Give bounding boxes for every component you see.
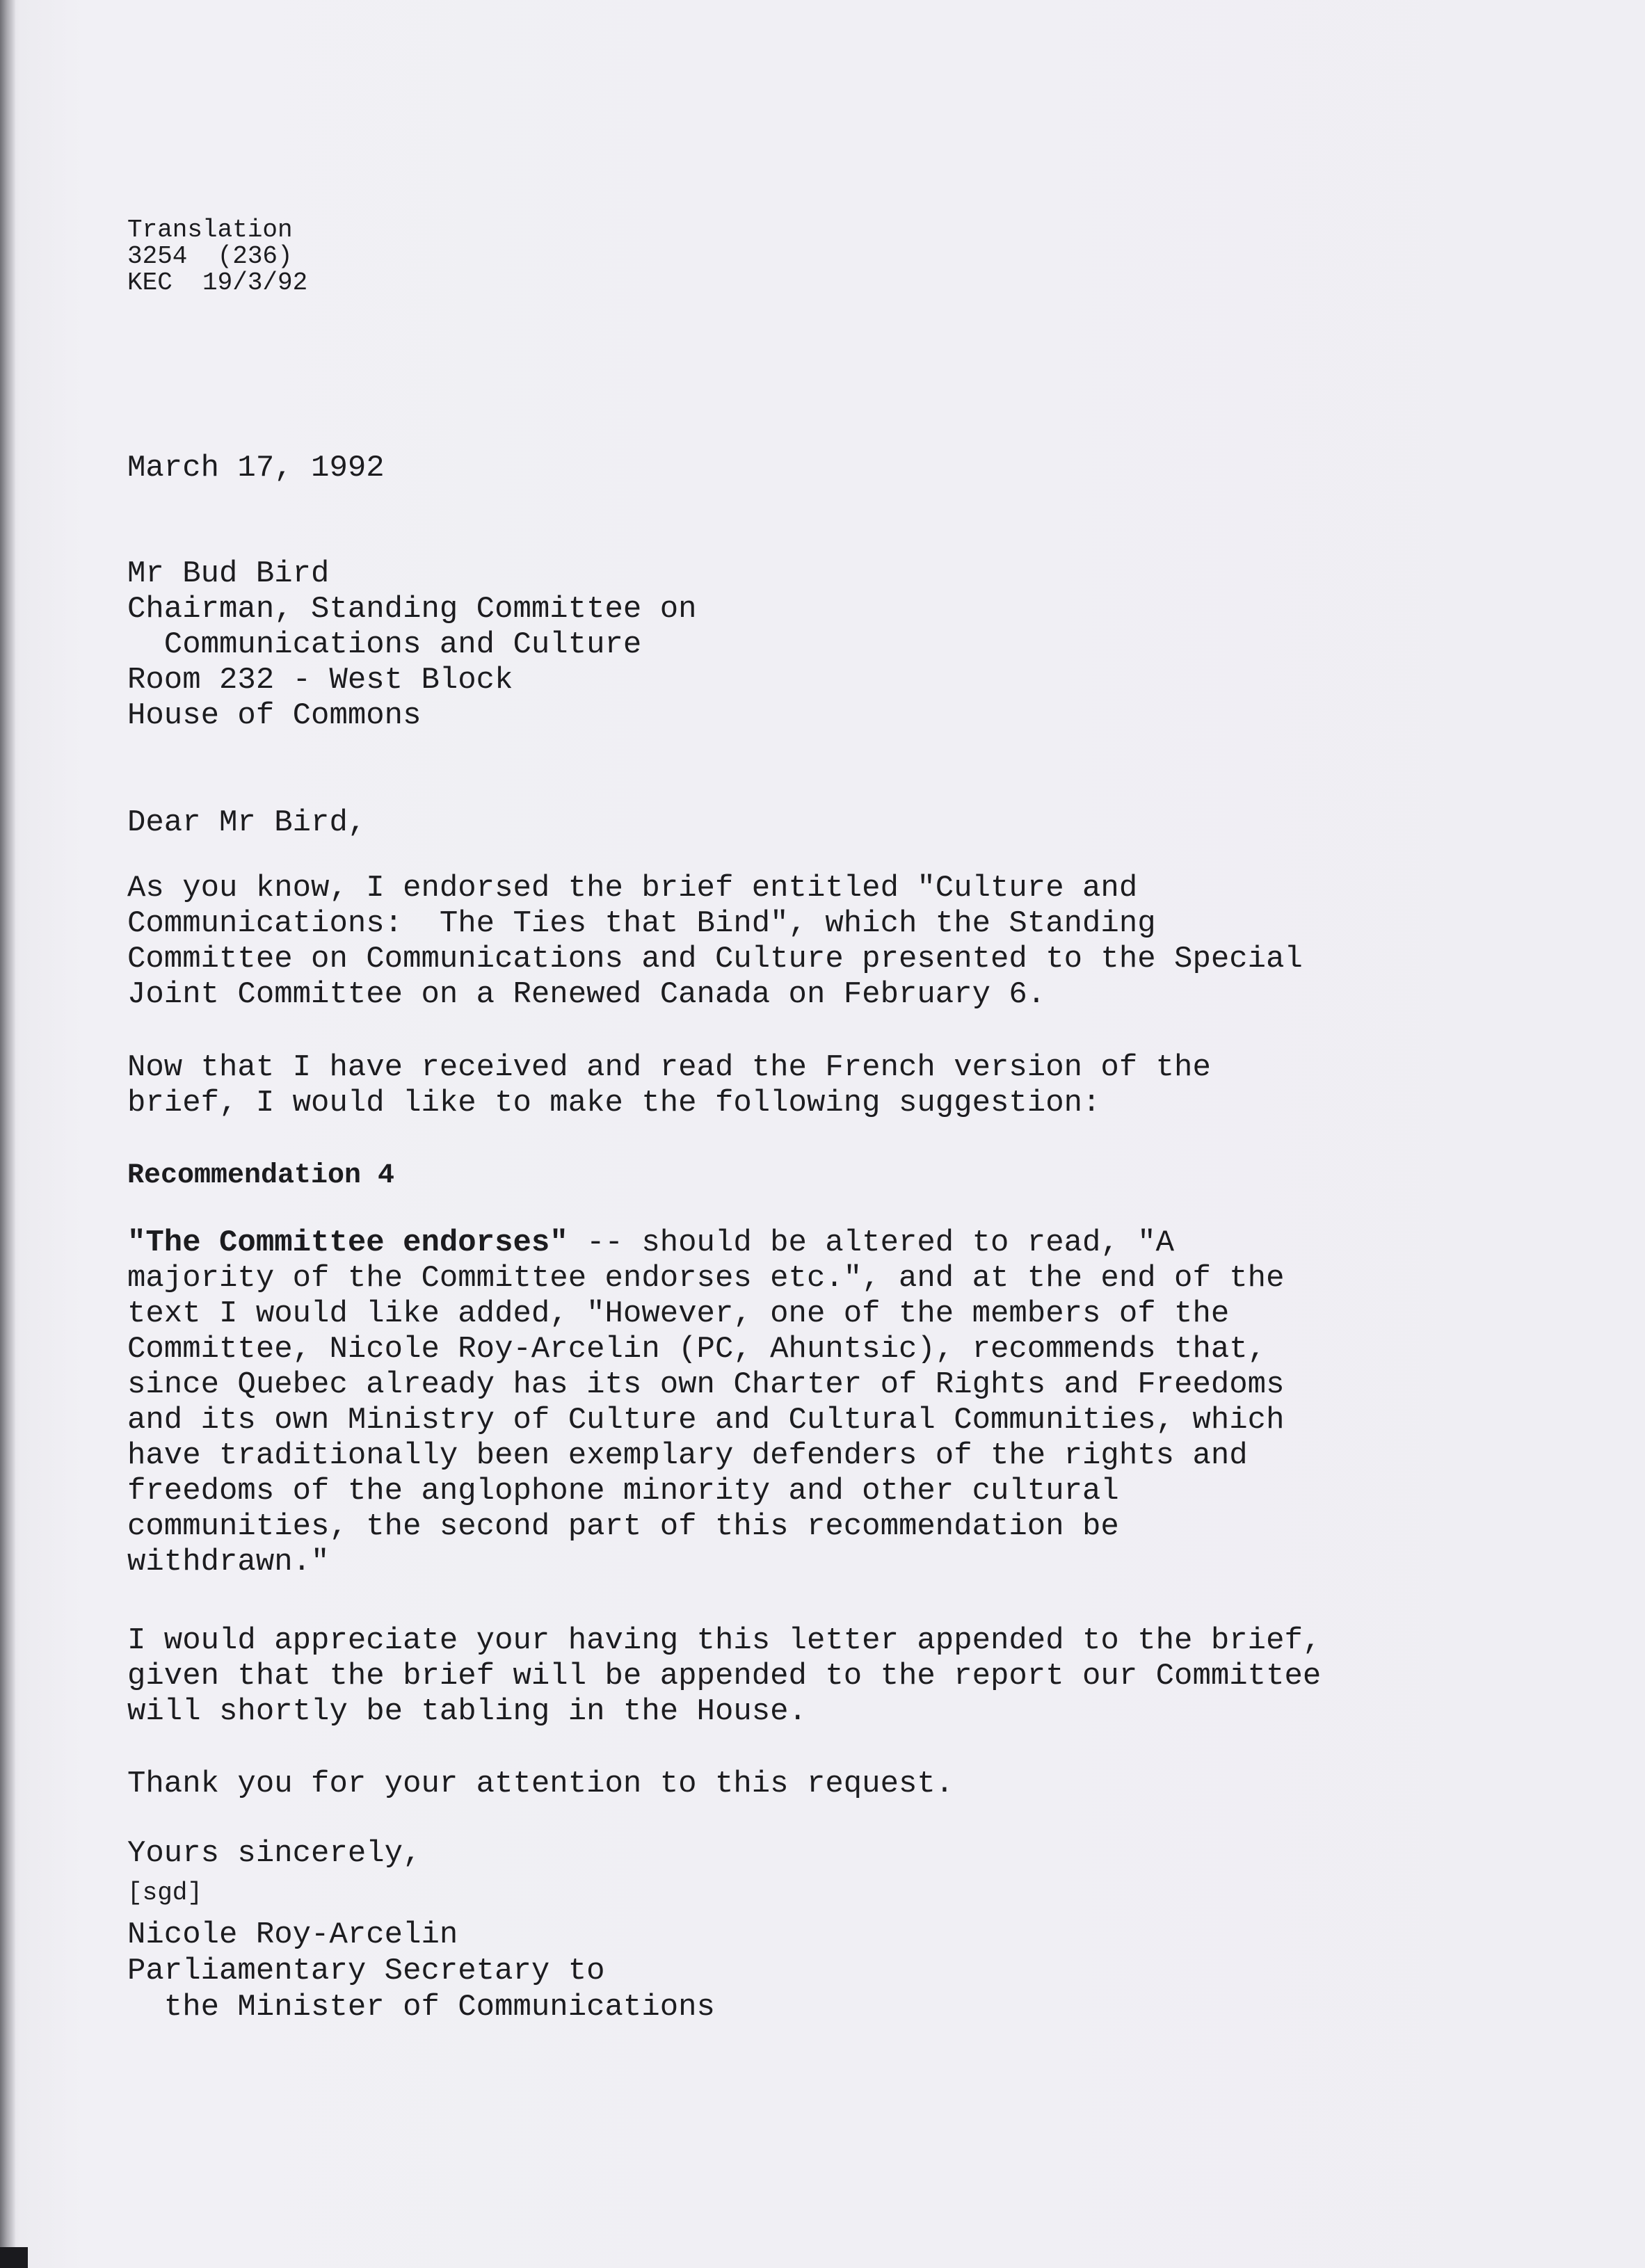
text-line: communities, the second part of this recommendation be [127,1509,1119,1544]
salutation: Dear Mr Bird, [127,805,367,840]
text-line: withdrawn." [127,1545,330,1579]
signature-block [127,1917,715,2025]
text-line: given that the brief will be appended to the report our Committee [127,1659,1322,1694]
text-line: majority of the Committee endorses etc.", and at the end of the [127,1261,1285,1296]
paragraph-recommendation [127,1225,1284,1580]
address-line: Communications and Culture [127,627,642,662]
text-line [127,1225,1284,1261]
text-line: have traditionally been exemplary defenders of the rights and [127,1438,1248,1473]
paragraph-request [127,1623,1321,1730]
reference-line: KEC 19/3/92 [127,268,308,297]
text-line: As you know, I endorsed the brief entitled "Culture and [127,871,1138,906]
address-line: Chairman, Standing Committee on [127,592,697,627]
translation-reference [127,217,307,296]
reference-line: Translation [127,216,293,244]
paragraph-thanks: Thank you for your attention to this request. [127,1767,954,1801]
address-line: House of Commons [127,698,422,733]
page-corner-shadow [0,2247,28,2268]
text-line: Committee on Communications and Culture presented to the Special [127,942,1303,976]
letter-date: March 17, 1992 [127,451,385,485]
reference-line: 3254 (236) [127,242,293,271]
recommendation-heading: Recommendation 4 [127,1160,395,1191]
text-line: Joint Committee on a Renewed Canada on February 6. [127,977,1046,1012]
paragraph-suggestion [127,1050,1211,1121]
text-span: -- should be altered to read, "A [568,1225,1175,1260]
recipient-address [127,556,697,734]
text-line: Communications: The Ties that Bind", which the Standing [127,906,1156,941]
text-line: I would appreciate your having this letter appended to the brief, [127,1623,1322,1658]
book-spine-shadow [0,0,15,2268]
address-line: Room 232 - West Block [127,663,513,698]
signatory-name: Nicole Roy-Arcelin [127,1917,458,1952]
text-line: Committee, Nicole Roy-Arcelin (PC, Ahuntsic), recommends that, [127,1332,1267,1367]
text-line: brief, I would like to make the following suggestion: [127,1086,1101,1120]
quoted-phrase: "The Committee endorses" [127,1225,568,1260]
signed-marker: [sgd] [127,1879,203,1907]
text-line: and its own Ministry of Culture and Cultural Communities, which [127,1403,1285,1438]
closing: Yours sincerely, [127,1836,422,1871]
address-line: Mr Bud Bird [127,556,330,591]
text-line: text I would like added, "However, one of the members of the [127,1296,1230,1331]
paragraph-endorsement [127,871,1303,1013]
text-line: Now that I have received and read the French version of the [127,1050,1211,1085]
text-line: since Quebec already has its own Charter of Rights and Freedoms [127,1367,1285,1402]
signatory-title: Parliamentary Secretary to [127,1954,605,1988]
text-line: freedoms of the anglophone minority and other cultural [127,1474,1119,1509]
signatory-title: the Minister of Communications [127,1990,715,2025]
text-line: will shortly be tabling in the House. [127,1694,807,1729]
